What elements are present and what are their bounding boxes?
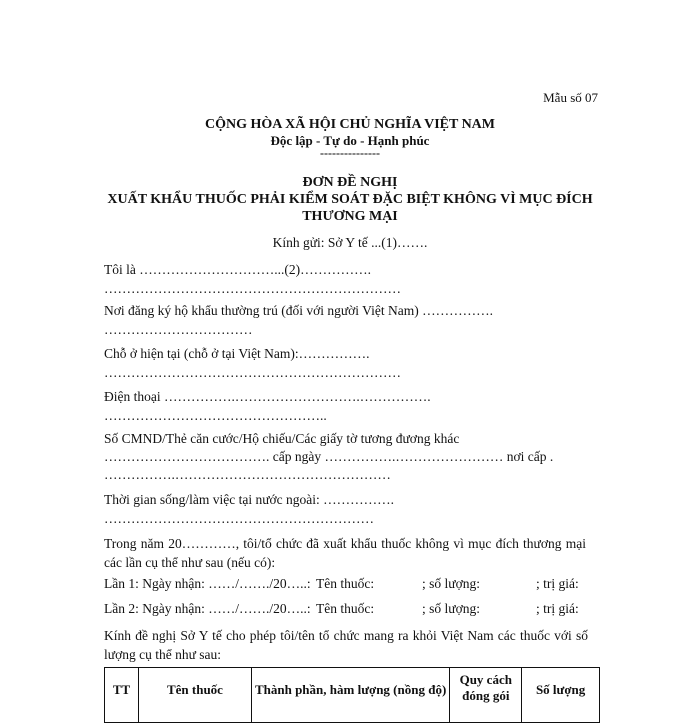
phone-field: Điện thoại …………….……………………….……………. (104, 389, 431, 404)
history-row-1-quantity: ; số lượng: (422, 576, 480, 591)
current-address-continuation: ………………………………………………………… (104, 365, 401, 380)
phone-continuation: ………………………………………….. (104, 408, 327, 423)
history-row-1 (104, 576, 586, 592)
document-title (0, 174, 700, 225)
history-row-2-date: Lần 2: Ngày nhận: ……/……./20…..: (104, 601, 311, 616)
form-code: Mẫu số 07 (543, 90, 598, 105)
col-header-order: TT (105, 668, 139, 723)
history-row-2-drug: Tên thuốc: (316, 601, 375, 616)
permanent-residence-field: Nơi đăng ký hộ khẩu thường trú (đối với người Việt Nam) ……………. (104, 303, 493, 318)
col-header-quantity: Số lượng (522, 668, 600, 723)
history-row-1-value: ; trị giá: (536, 576, 579, 591)
col-header-composition: Thành phần, hàm lượng (nồng độ) (251, 668, 449, 723)
id-continuation: …………….………………………………………… (104, 467, 391, 482)
applicant-name-field: Tôi là …………………………...(2)……………. (104, 262, 371, 277)
medicine-table (104, 667, 600, 723)
time-abroad-field: Thời gian sống/làm việc tại nước ngoài: ……………. (104, 492, 395, 507)
header-separator: --------------- (320, 146, 380, 160)
medicine-table-header-row (105, 668, 600, 723)
history-row-2-value: ; trị giá: (536, 601, 579, 616)
col-header-packaging: Quy cách đóng gói (450, 668, 522, 723)
national-motto: Độc lập - Tự do - Hạnh phúc (270, 133, 430, 148)
permanent-residence-continuation: …………………………… (104, 322, 253, 337)
export-history-intro: Trong năm 20…………, tôi/tổ chức đã xuất khẩu thuốc không vì mục đích thương mại các lần cụ thể như sau (nếu có): (104, 536, 586, 570)
history-row-2-quantity: ; số lượng: (422, 601, 480, 616)
time-abroad-continuation: …………………………………………………… (104, 511, 374, 526)
col-header-drug-name: Tên thuốc (139, 668, 252, 723)
history-row-2 (104, 601, 586, 617)
document-title-line-1: ĐƠN ĐỀ NGHỊ (302, 175, 398, 190)
id-document-field: Số CMND/Thẻ căn cước/Hộ chiếu/Các giấy tờ tương đương khác (104, 431, 460, 446)
request-text: Kính đề nghị Sở Y tế cho phép tôi/tên tổ chức mang ra khỏi Việt Nam các thuốc với số lượng cụ thể như sau: (104, 628, 588, 662)
recipient-line: Kính gửi: Sở Y tế ...(1)……. (272, 235, 428, 250)
national-title: CỘNG HÒA XÃ HỘI CHỦ NGHĨA VIỆT NAM (204, 117, 495, 132)
history-row-1-date: Lần 1: Ngày nhận: ……/……./20…..: (104, 576, 311, 591)
document-title-line-2: XUẤT KHẨU THUỐC PHẢI KIỂM SOÁT ĐẶC BIỆT KHÔNG VÌ MỤC ĐÍCH (107, 192, 593, 207)
history-row-1-drug: Tên thuốc: (316, 576, 375, 591)
id-issue-date-place-field: ………………………………. cấp ngày …………….…………………… nơi cấp . (104, 449, 554, 464)
current-address-field: Chỗ ở hiện tại (chỗ ở tại Việt Nam):……………. (104, 346, 370, 361)
document-title-line-3: THƯƠNG MẠI (302, 209, 398, 224)
applicant-name-continuation: ………………………………………………………… (104, 281, 401, 296)
